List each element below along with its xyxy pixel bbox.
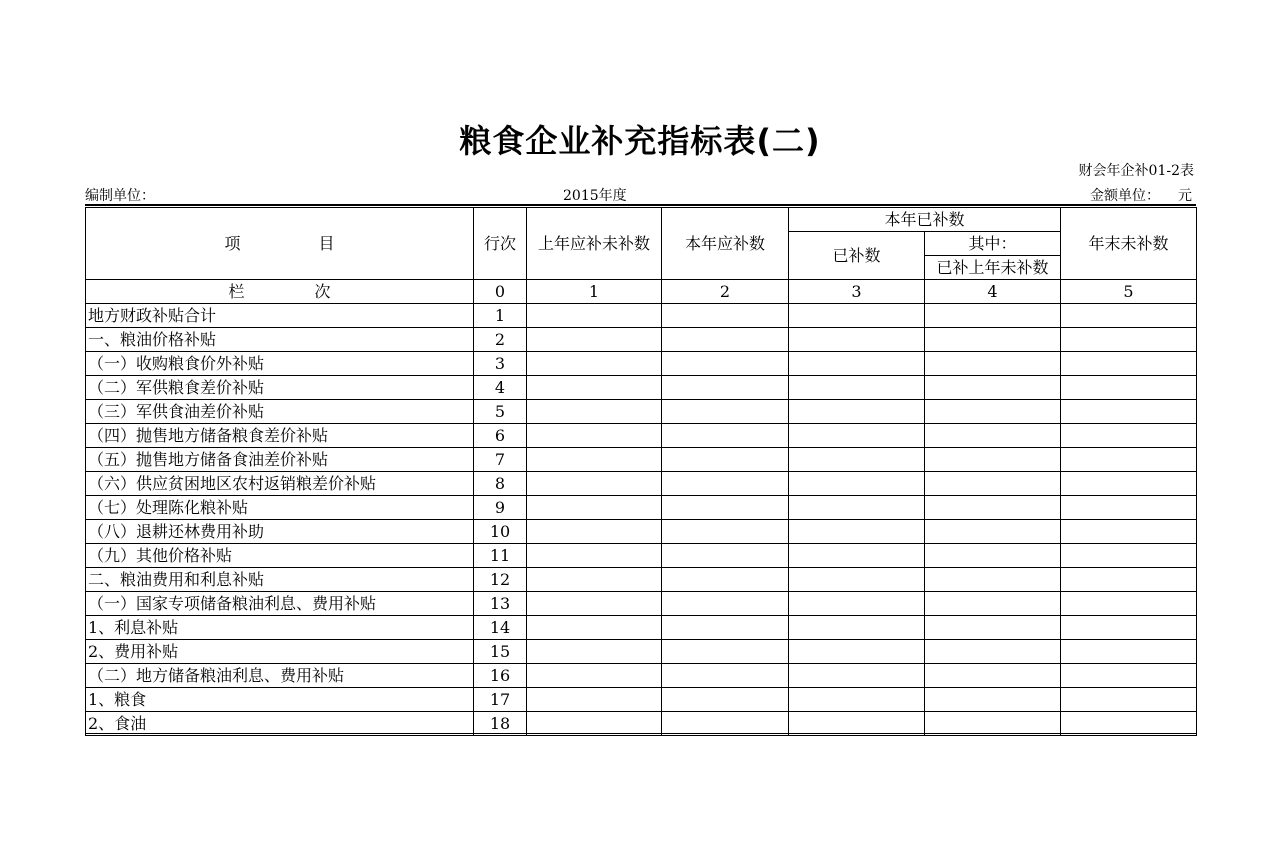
value-cell[interactable]	[789, 328, 925, 352]
value-cell[interactable]	[789, 688, 925, 712]
column-number-label	[86, 280, 474, 304]
column-number: 2	[662, 280, 789, 304]
table-row	[86, 616, 1197, 640]
value-cell[interactable]	[1061, 640, 1197, 664]
value-cell[interactable]	[1061, 304, 1197, 328]
header-double-rule-top	[85, 204, 1196, 206]
value-cell[interactable]	[1061, 424, 1197, 448]
value-cell[interactable]	[527, 520, 662, 544]
table-row	[86, 664, 1197, 688]
value-cell[interactable]	[662, 568, 789, 592]
table-row	[86, 712, 1197, 736]
table-row	[86, 400, 1197, 424]
value-cell[interactable]	[925, 688, 1061, 712]
column-number-label-right: 次	[314, 281, 331, 301]
value-cell[interactable]	[789, 304, 925, 328]
value-cell[interactable]	[662, 472, 789, 496]
header-paid: 已补数	[789, 232, 925, 280]
header-this-due: 本年应补数	[662, 208, 789, 280]
row-label: 一、粮油价格补贴	[86, 328, 474, 352]
value-cell[interactable]	[527, 568, 662, 592]
table-row	[86, 448, 1197, 472]
value-cell[interactable]	[925, 376, 1061, 400]
value-cell[interactable]	[925, 496, 1061, 520]
value-cell[interactable]	[1061, 520, 1197, 544]
row-line-no: 12	[474, 568, 527, 592]
table-row	[86, 496, 1197, 520]
value-cell[interactable]	[789, 448, 925, 472]
value-cell[interactable]	[925, 400, 1061, 424]
table-row	[86, 472, 1197, 496]
value-cell[interactable]	[789, 640, 925, 664]
row-label: 2、费用补贴	[86, 640, 474, 664]
value-cell[interactable]	[662, 352, 789, 376]
value-cell[interactable]	[662, 376, 789, 400]
table-row	[86, 688, 1197, 712]
table-row	[86, 376, 1197, 400]
row-label: （二）地方储备粮油利息、费用补贴	[86, 664, 474, 688]
row-label: 二、粮油费用和利息补贴	[86, 568, 474, 592]
value-cell[interactable]	[789, 376, 925, 400]
value-cell[interactable]	[789, 424, 925, 448]
row-line-no: 4	[474, 376, 527, 400]
row-label: （四）抛售地方储备粮食差价补贴	[86, 424, 474, 448]
value-cell[interactable]	[925, 568, 1061, 592]
value-cell[interactable]	[1061, 352, 1197, 376]
column-number-row	[86, 280, 1197, 304]
header-year-end-unpaid: 年末未补数	[1061, 208, 1197, 280]
value-cell[interactable]	[527, 448, 662, 472]
value-cell[interactable]	[527, 592, 662, 616]
value-cell[interactable]	[925, 448, 1061, 472]
value-cell[interactable]	[527, 496, 662, 520]
row-line-no: 2	[474, 328, 527, 352]
meta-row	[85, 185, 1196, 205]
table-row	[86, 352, 1197, 376]
value-cell[interactable]	[1061, 688, 1197, 712]
value-cell[interactable]	[527, 688, 662, 712]
value-cell[interactable]	[662, 640, 789, 664]
row-line-no: 16	[474, 664, 527, 688]
value-cell[interactable]	[925, 520, 1061, 544]
value-cell[interactable]	[1061, 472, 1197, 496]
value-cell[interactable]	[527, 304, 662, 328]
header-item-right: 目	[318, 233, 335, 253]
value-cell[interactable]	[1061, 664, 1197, 688]
row-label: （八）退耕还林费用补助	[86, 520, 474, 544]
value-cell[interactable]	[527, 640, 662, 664]
value-cell[interactable]	[1061, 496, 1197, 520]
row-line-no: 8	[474, 472, 527, 496]
row-line-no: 15	[474, 640, 527, 664]
value-cell[interactable]	[1061, 592, 1197, 616]
value-cell[interactable]	[789, 400, 925, 424]
value-cell[interactable]	[925, 664, 1061, 688]
table-row	[86, 520, 1197, 544]
table-row	[86, 304, 1197, 328]
value-cell[interactable]	[789, 664, 925, 688]
header-of-which: 其中：	[925, 232, 1061, 256]
value-cell[interactable]	[662, 592, 789, 616]
row-line-no: 1	[474, 304, 527, 328]
table-row	[86, 592, 1197, 616]
value-cell[interactable]	[662, 448, 789, 472]
row-line-no: 3	[474, 352, 527, 376]
page-title: 粮食企业补充指标表(二)	[459, 122, 821, 160]
report-year: 2015年度	[563, 188, 627, 204]
value-cell[interactable]	[1061, 568, 1197, 592]
column-number: 5	[1061, 280, 1197, 304]
header-this-paid-group: 本年已补数	[789, 208, 1061, 232]
value-cell[interactable]	[1061, 712, 1197, 736]
value-cell[interactable]	[1061, 376, 1197, 400]
value-cell[interactable]	[662, 544, 789, 568]
header-item	[86, 208, 474, 280]
value-cell[interactable]	[925, 352, 1061, 376]
value-cell[interactable]	[527, 352, 662, 376]
value-cell[interactable]	[1061, 544, 1197, 568]
table-row	[86, 568, 1197, 592]
row-line-no: 7	[474, 448, 527, 472]
value-cell[interactable]	[527, 472, 662, 496]
value-cell[interactable]	[925, 304, 1061, 328]
value-cell[interactable]	[1061, 328, 1197, 352]
value-cell[interactable]	[662, 400, 789, 424]
row-line-no: 11	[474, 544, 527, 568]
header-prev-unpaid: 上年应补未补数	[527, 208, 662, 280]
value-cell[interactable]	[1061, 616, 1197, 640]
row-label: （一）收购粮食价外补贴	[86, 352, 474, 376]
value-cell[interactable]	[662, 304, 789, 328]
value-cell[interactable]	[925, 424, 1061, 448]
column-number: 3	[789, 280, 925, 304]
value-cell[interactable]	[925, 640, 1061, 664]
value-cell[interactable]	[925, 328, 1061, 352]
row-line-no: 9	[474, 496, 527, 520]
column-number: 1	[527, 280, 662, 304]
column-number: 4	[925, 280, 1061, 304]
amount-unit	[1090, 185, 1192, 205]
value-cell[interactable]	[925, 472, 1061, 496]
header-of-which-sub: 已补上年未补数	[925, 256, 1061, 280]
value-cell[interactable]	[789, 568, 925, 592]
row-line-no: 6	[474, 424, 527, 448]
amount-unit-value: 元	[1178, 188, 1192, 204]
value-cell[interactable]	[662, 712, 789, 736]
row-line-no: 10	[474, 520, 527, 544]
value-cell[interactable]	[789, 544, 925, 568]
value-cell[interactable]	[662, 664, 789, 688]
row-label: （一）国家专项储备粮油利息、费用补贴	[86, 592, 474, 616]
column-number-label-left: 栏	[228, 281, 245, 301]
row-label: （六）供应贫困地区农村返销粮差价补贴	[86, 472, 474, 496]
value-cell[interactable]	[789, 472, 925, 496]
header-item-left: 项	[224, 233, 241, 253]
value-cell[interactable]	[527, 616, 662, 640]
value-cell[interactable]	[789, 616, 925, 640]
value-cell[interactable]	[662, 496, 789, 520]
value-cell[interactable]	[527, 424, 662, 448]
table-row	[86, 544, 1197, 568]
row-label: （五）抛售地方储备食油差价补贴	[86, 448, 474, 472]
row-line-no: 13	[474, 592, 527, 616]
row-line-no: 14	[474, 616, 527, 640]
amount-unit-label: 金额单位：	[1090, 188, 1160, 204]
row-label: （七）处理陈化粮补贴	[86, 496, 474, 520]
value-cell[interactable]	[925, 616, 1061, 640]
row-label: （九）其他价格补贴	[86, 544, 474, 568]
value-cell[interactable]	[662, 424, 789, 448]
value-cell[interactable]	[527, 712, 662, 736]
table-row	[86, 640, 1197, 664]
row-label: 2、食油	[86, 712, 474, 736]
form-code: 财会年企补01-2表	[1078, 163, 1194, 179]
row-line-no: 5	[474, 400, 527, 424]
value-cell[interactable]	[527, 376, 662, 400]
row-label: 地方财政补贴合计	[86, 304, 474, 328]
value-cell[interactable]	[925, 592, 1061, 616]
value-cell[interactable]	[1061, 448, 1197, 472]
value-cell[interactable]	[1061, 400, 1197, 424]
row-label: 1、利息补贴	[86, 616, 474, 640]
value-cell[interactable]	[662, 520, 789, 544]
value-cell[interactable]	[789, 592, 925, 616]
value-cell[interactable]	[662, 328, 789, 352]
header-line-no: 行次	[474, 208, 527, 280]
value-cell[interactable]	[527, 664, 662, 688]
row-line-no: 17	[474, 688, 527, 712]
row-label: （三）军供食油差价补贴	[86, 400, 474, 424]
value-cell[interactable]	[789, 712, 925, 736]
value-cell[interactable]	[789, 352, 925, 376]
table-double-rule-bottom	[85, 733, 1196, 734]
value-cell[interactable]	[662, 688, 789, 712]
value-cell[interactable]	[527, 544, 662, 568]
row-label: （二）军供粮食差价补贴	[86, 376, 474, 400]
value-cell[interactable]	[527, 328, 662, 352]
value-cell[interactable]	[789, 520, 925, 544]
value-cell[interactable]	[789, 496, 925, 520]
column-number: 0	[474, 280, 527, 304]
compiling-unit-label: 编制单位：	[85, 188, 155, 204]
value-cell[interactable]	[925, 544, 1061, 568]
row-line-no: 18	[474, 712, 527, 736]
table-row	[86, 328, 1197, 352]
value-cell[interactable]	[925, 712, 1061, 736]
row-label: 1、粮食	[86, 688, 474, 712]
indicator-table	[85, 207, 1197, 736]
table-row	[86, 424, 1197, 448]
value-cell[interactable]	[662, 616, 789, 640]
value-cell[interactable]	[527, 400, 662, 424]
